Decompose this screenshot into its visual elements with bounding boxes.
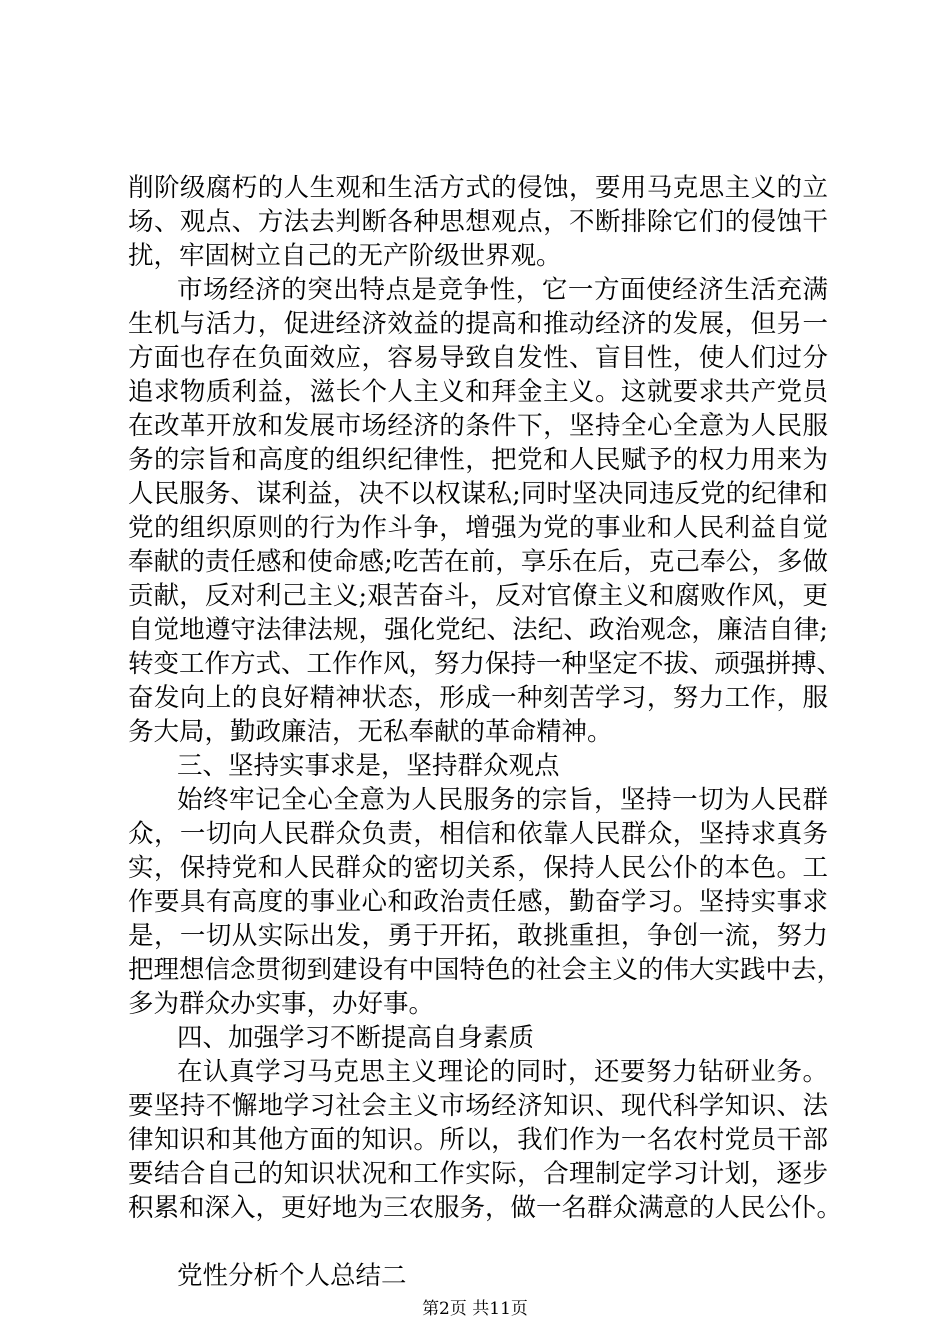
body-text-line: 要坚持不懈地学习社会主义市场经济知识、现代科学知识、法 [128,1091,828,1121]
body-text-line: 方面也存在负面效应，容易导致自发性、盲目性，使人们过分 [128,343,828,373]
body-text-line: 转变工作方式、工作作风，努力保持一种坚定不拔、顽强拼搏、 [128,649,843,679]
paragraph-first-line: 在认真学习马克思主义理论的同时，还要努力钻研业务。 [177,1057,828,1087]
body-text-line: 律知识和其他方面的知识。所以，我们作为一名农村党员干部 [128,1125,828,1155]
body-text-line: 众，一切向人民群众负责，相信和依靠人民群众，坚持求真务 [128,819,828,849]
paragraph-first-line: 市场经济的突出特点是竞争性，它一方面使经济生活充满 [177,275,828,305]
body-text-line: 作要具有高度的事业心和政治责任感，勤奋学习。坚持实事求 [128,887,828,917]
body-text-line: 奉献的责任感和使命感;吃苦在前，享乐在后，克己奉公，多做 [128,547,828,577]
section-heading: 四、加强学习不断提高自身素质 [177,1023,535,1053]
body-text-line: 务的宗旨和高度的组织纪律性，把党和人民赋予的权力用来为 [128,445,828,475]
body-text-line: 要结合自己的知识状况和工作实际，合理制定学习计划，逐步 [128,1159,828,1189]
body-text-line: 人民服务、谋利益，决不以权谋私;同时坚决同违反党的纪律和 [128,479,828,509]
section-heading: 三、坚持实事求是，坚持群众观点 [177,751,560,781]
body-text-line: 实，保持党和人民群众的密切关系，保持人民公仆的本色。工 [128,853,828,883]
body-text-line: 多为群众办实事，办好事。 [128,989,435,1019]
body-text-line: 务大局，勤政廉洁，无私奉献的革命精神。 [128,717,613,747]
body-text-line: 场、观点、方法去判断各种思想观点，不断排除它们的侵蚀干 [128,207,828,237]
page-number-footer: 第2页 共11页 [422,1299,528,1319]
body-text-line: 奋发向上的良好精神状态，形成一种刻苦学习，努力工作，服 [128,683,828,713]
body-text-line: 把理想信念贯彻到建设有中国特色的社会主义的伟大实践中去， [128,955,843,985]
body-text-line: 扰，牢固树立自己的无产阶级世界观。 [128,241,562,271]
body-text-line: 追求物质利益，滋长个人主义和拜金主义。这就要求共产党员 [128,377,828,407]
body-text-line: 是，一切从实际出发，勇于开拓，敢挑重担，争创一流，努力 [128,921,828,951]
body-text-line: 积累和深入，更好地为三农服务，做一名群众满意的人民公仆。 [128,1193,843,1223]
body-text-line: 在改革开放和发展市场经济的条件下，坚持全心全意为人民服 [128,411,828,441]
paragraph-first-line: 始终牢记全心全意为人民服务的宗旨，坚持一切为人民群 [177,785,828,815]
body-text-line: 贡献，反对利己主义;艰苦奋斗，反对官僚主义和腐败作风，更 [128,581,828,611]
body-text-line: 削阶级腐朽的人生观和生活方式的侵蚀，要用马克思主义的立 [128,173,828,203]
body-text-line: 生机与活力，促进经济效益的提高和推动经济的发展，但另一 [128,309,828,339]
next-title: 党性分析个人总结二 [177,1261,407,1291]
body-text-line: 党的组织原则的行为作斗争，增强为党的事业和人民利益自觉 [128,513,828,543]
body-text-line: 自觉地遵守法律法规，强化党纪、法纪、政治观念，廉洁自律; [128,615,828,645]
